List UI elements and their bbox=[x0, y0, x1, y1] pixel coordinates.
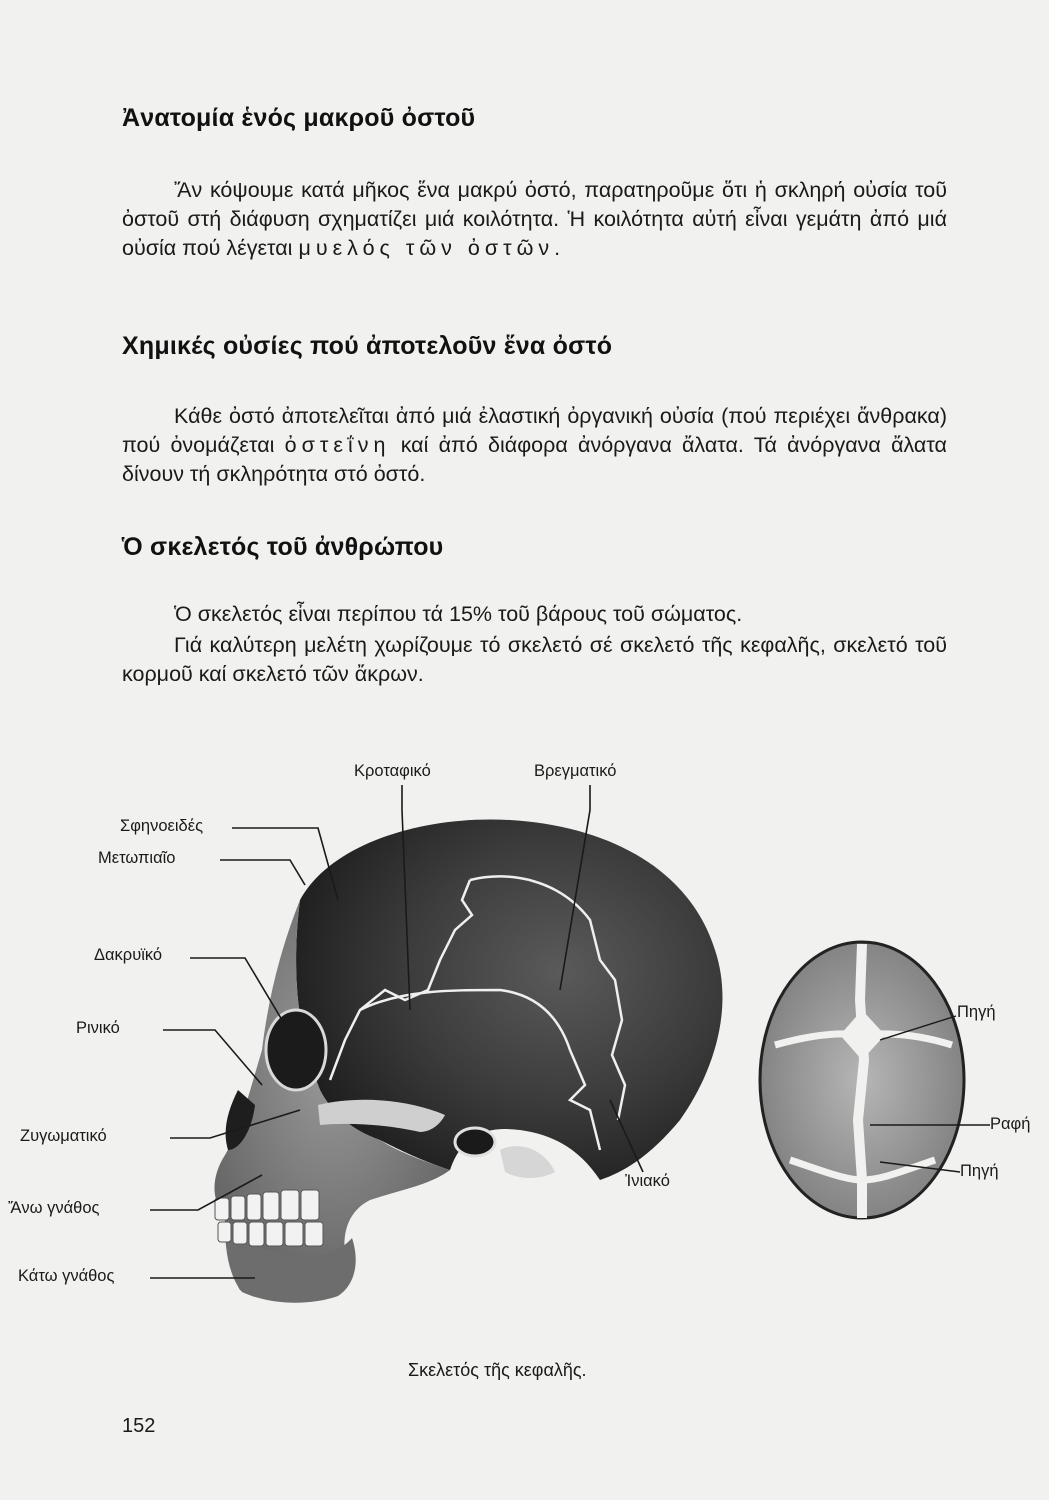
label-sphenoid: Σφηνοειδές bbox=[120, 817, 204, 835]
lateral-skull bbox=[150, 785, 722, 1303]
label-fontanelle-top: Πηγή bbox=[957, 1003, 996, 1021]
term-ossein: ὀστεΐνη bbox=[284, 433, 391, 457]
infant-skull bbox=[760, 942, 990, 1218]
teeth bbox=[215, 1190, 323, 1246]
label-frontal: Μετωπιαῖο bbox=[98, 849, 176, 867]
label-zygomatic: Ζυγωματικό bbox=[20, 1127, 107, 1145]
label-parietal: Βρεγματικό bbox=[534, 762, 617, 780]
figure-caption: Σκελετός τῆς κεφαλῆς. bbox=[408, 1360, 587, 1380]
paragraph-text: Κάθε ὀστό ἀποτελεῖται ἀπό μιά ἐλαστική ὀργανική οὐσία (πού περιέχει ἄνθρακα) πού ὀνομάζεται bbox=[122, 404, 947, 457]
label-suture: Ραφή bbox=[990, 1115, 1031, 1133]
label-temporal: Κροταφικό bbox=[354, 762, 431, 780]
label-lacrimal: Δακρυϊκό bbox=[94, 946, 163, 964]
ear-canal bbox=[455, 1128, 495, 1156]
page-number: 152 bbox=[122, 1415, 156, 1437]
label-maxilla: Ἄνω γνάθος bbox=[8, 1199, 100, 1217]
label-nasal: Ρινικό bbox=[76, 1019, 120, 1037]
paragraph-skeleton-weight: Ὁ σκελετός εἶναι περίπου τά 15% τοῦ βάρους τοῦ σώματος. bbox=[174, 602, 743, 626]
heading-chemical-substances: Χημικές οὐσίες πού ἀποτελοῦν ἕνα ὀστό bbox=[122, 332, 613, 360]
cranium-shape bbox=[296, 819, 722, 1180]
paragraph-end: . bbox=[554, 236, 561, 260]
label-occipital: Ἰνιακό bbox=[625, 1172, 670, 1190]
label-mandible: Κάτω γνάθος bbox=[18, 1267, 115, 1285]
paragraph-text: Ἄν κόψουμε κατά μῆκος ἕνα μακρύ ὀστό, παρατηροῦμε ὅτι ἡ σκληρή οὐσία τοῦ ὀστοῦ στή διάφυση σχηματίζει μιά κοιλότητα. Ἡ κοιλότητα αὐτή εἶναι γεμάτη ἀπό μιά οὐσία πού λέγεται bbox=[122, 178, 947, 260]
term-bone-marrow: μυελός τῶν ὀστῶν bbox=[298, 236, 555, 260]
paragraph-end: καί ἀπό διάφορα ἀνόργανα ἄλατα. Τά ἀνόργανα ἄλατα δίνουν τή σκληρότητα στό ὀστό. bbox=[122, 433, 947, 486]
heading-bone-anatomy: Ἀνατομία ἑνός μακροῦ ὀστοῦ bbox=[122, 104, 476, 132]
heading-human-skeleton: Ὁ σκελετός τοῦ ἀνθρώπου bbox=[122, 533, 444, 561]
orbit bbox=[266, 1010, 326, 1090]
mastoid bbox=[500, 1146, 555, 1178]
paragraph-skeleton-division: Γιά καλύτερη μελέτη χωρίζουμε τό σκελετό σέ σκελετό τῆς κεφαλῆς, σκελετό τοῦ κορμοῦ καί σκελετό τῶν ἄκρων. bbox=[122, 633, 947, 686]
label-fontanelle-bottom: Πηγή bbox=[960, 1162, 999, 1180]
